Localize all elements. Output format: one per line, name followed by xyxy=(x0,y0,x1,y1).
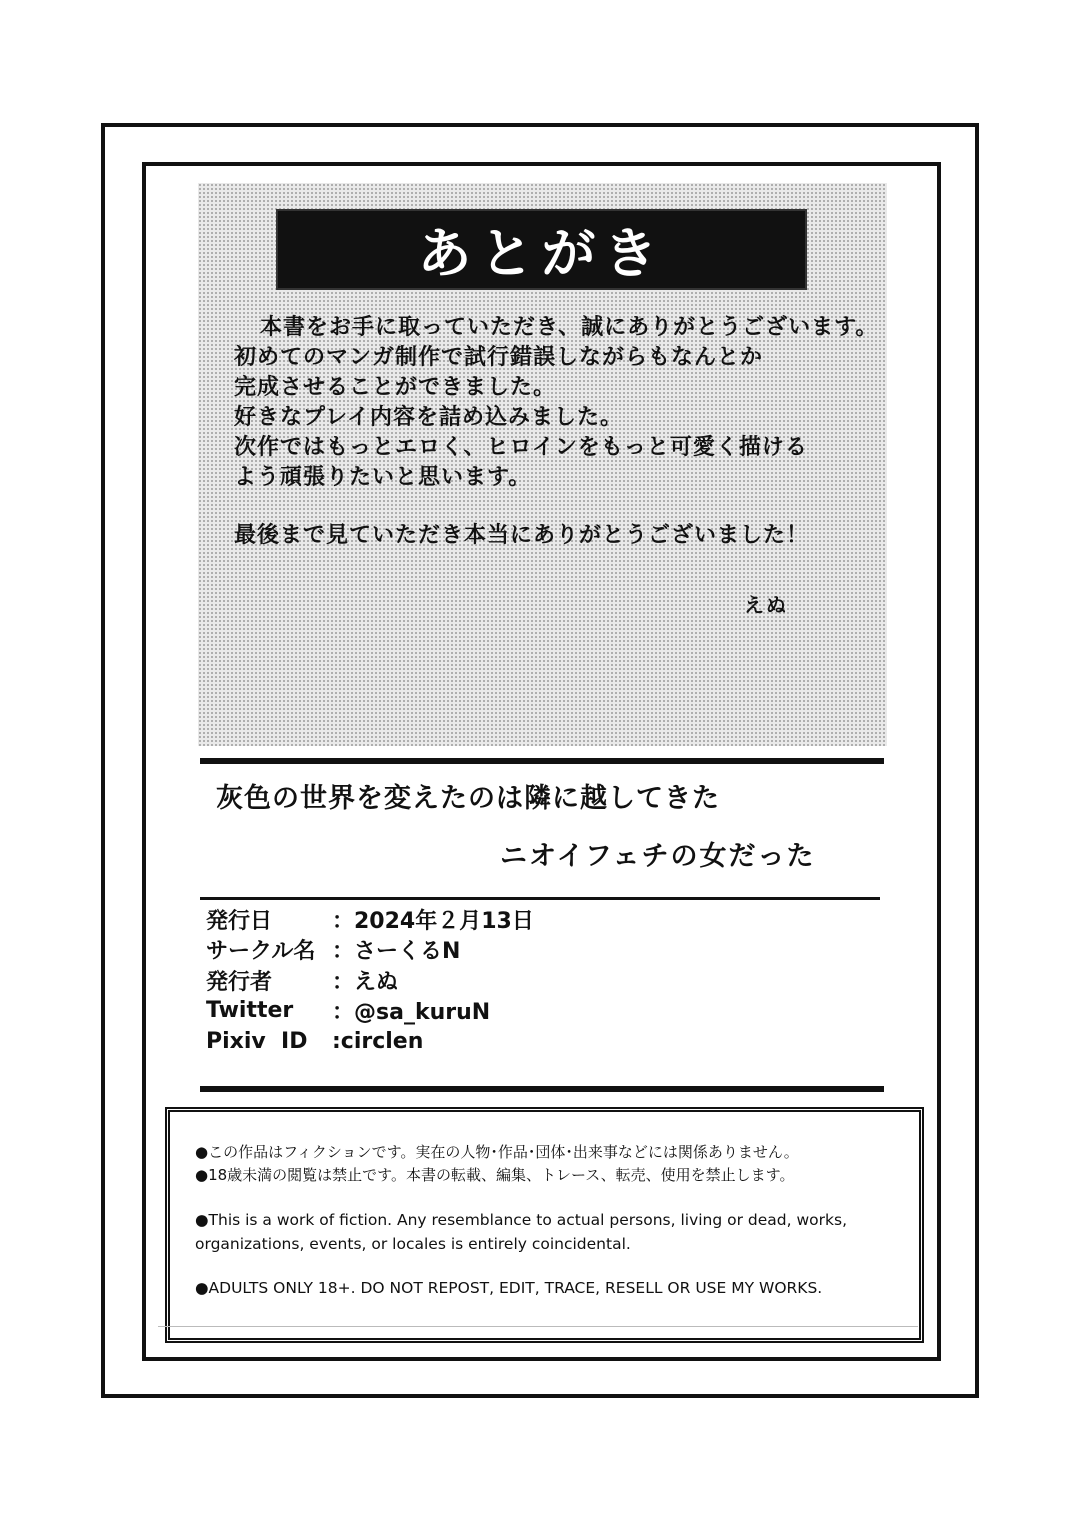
colophon-row-date xyxy=(206,904,534,935)
divider-middle xyxy=(200,897,880,900)
afterword-line: 完成させることができました。 xyxy=(234,375,557,400)
notice-jp-age: ●18歳未満の閲覧は禁止です。本書の転載、編集、トレース、転売、使用を禁止します。 xyxy=(195,1166,795,1184)
afterword-line: 次作ではもっとエロく、ヒロインをもっと可愛く描ける xyxy=(234,435,808,460)
colophon-row-twitter xyxy=(206,996,534,1027)
colophon xyxy=(206,904,534,1057)
afterword-signature: えぬ xyxy=(744,593,788,617)
afterword-line: よう頑張りたいと思います。 xyxy=(234,465,532,490)
colophon-label: 発行日 xyxy=(206,908,273,934)
divider-top xyxy=(200,758,884,764)
colophon-row-circle xyxy=(206,935,534,966)
afterword-line: 好きなプレイ内容を詰め込みました。 xyxy=(234,405,624,430)
colophon-label: 発行者 xyxy=(206,969,273,995)
colophon-row-pixiv xyxy=(206,1026,534,1057)
colophon-value: ：@sa_kuruN xyxy=(332,1000,491,1026)
colophon-label: Pixiv ID xyxy=(206,1028,308,1054)
afterword-body xyxy=(234,313,894,493)
notice-en-adults: ●ADULTS ONLY 18+. DO NOT REPOST, EDIT, TRACE, RESELL OR USE MY WORKS. xyxy=(195,1279,823,1297)
afterword-line: 本書をお手に取っていただき、誠にありがとうございます。 xyxy=(260,315,879,340)
notice-en-fiction-1: ●This is a work of fiction. Any resemblance to actual persons, living or dead, works, xyxy=(195,1211,847,1229)
colophon-value: ：さーくるN xyxy=(332,939,461,965)
afterword-line: 初めてのマンガ制作で試行錯誤しながらもなんとか xyxy=(234,345,764,370)
notice-jp-fiction: ●この作品はフィクションです。実在の人物･作品･団体･出来事などには関係ありません。 xyxy=(195,1143,799,1161)
book-title-line-1: 灰色の世界を変えたのは隣に越してきた xyxy=(216,783,720,814)
colophon-value: ：えぬ xyxy=(332,969,399,995)
faint-rule xyxy=(158,1326,918,1327)
book-title-line-2: ニオイフェチの女だった xyxy=(500,841,816,872)
colophon-label: Twitter xyxy=(206,998,294,1024)
notice-en-fiction-2: organizations, events, or locales is entirely coincidental. xyxy=(195,1235,631,1253)
notice-english-adults xyxy=(195,1276,915,1300)
afterword-thanks: 最後まで見ていただき本当にありがとうございました！ xyxy=(234,523,810,548)
colophon-value: ：2024年２月13日 xyxy=(332,908,534,934)
divider-bottom xyxy=(200,1086,884,1092)
afterword-title-banner xyxy=(276,209,807,290)
notice-english-fiction xyxy=(195,1208,915,1256)
afterword-title: あとがき xyxy=(417,221,666,285)
colophon-row-publisher xyxy=(206,965,534,996)
notice-japanese xyxy=(195,1141,924,1187)
colophon-value: :circlen xyxy=(332,1028,424,1054)
colophon-label: サークル名 xyxy=(206,939,316,965)
